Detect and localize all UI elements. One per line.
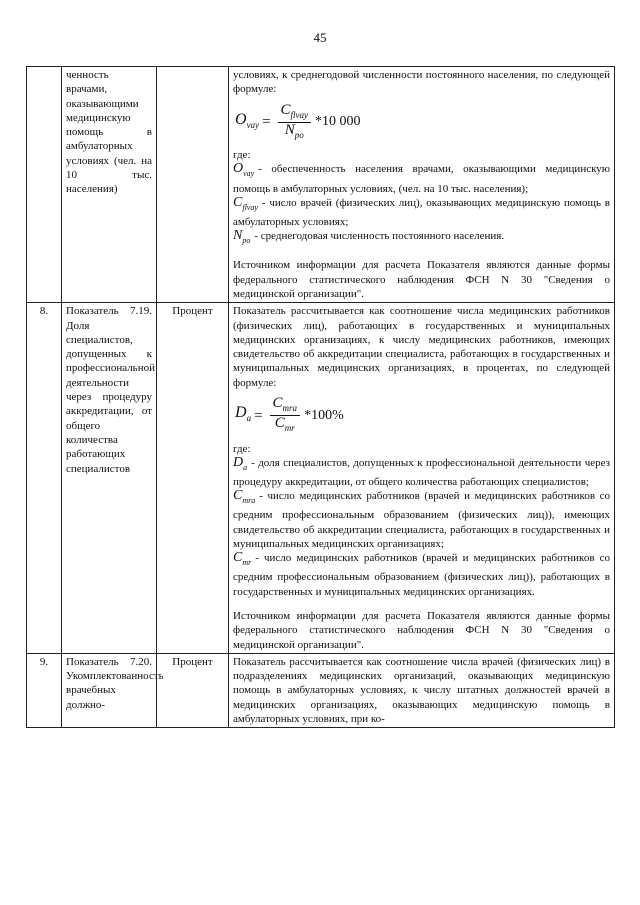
definition: $N_{po}$ - среднегодовая численность постоянного населения. — [233, 228, 505, 246]
unit-cell — [157, 67, 229, 303]
where-label: где: — [233, 442, 251, 455]
row-number — [27, 67, 62, 303]
indicators-table — [26, 66, 615, 728]
method-description — [229, 653, 615, 727]
definition: $D_a$ - доля специалистов, допущенных к профессиональной деятельности через процедуру аккредитации, от общего количества работающих специалистов; — [233, 454, 610, 489]
method-intro: условиях, к среднегодовой численности постоянного населения, по следующей формуле: — [233, 69, 610, 96]
source-note: Источником информации для расчета Показателя являются данные формы федерального статистического наблюдения ФСН N 30 "Сведения о медицинской организации". — [233, 259, 610, 300]
where-label: где: — [233, 149, 251, 162]
formula-fraction: $\frac{C_{mra}}{C_{mr}}$ — [270, 396, 301, 436]
table-row — [27, 653, 615, 727]
formula-multiplier: *100% — [304, 407, 344, 423]
source-note: Источником информации для расчета Показателя являются данные формы федерального статистического наблюдения ФСН N 30 "Сведения о медицинской организации". — [233, 609, 610, 651]
indicator-name: Показатель 7.20. Укомплектованность врачебных должно- — [62, 653, 157, 727]
row-number: 9. — [27, 653, 62, 727]
formula: $D_a$ = $\frac{C_{mra}}{C_{mr}}$ *100% — [235, 396, 610, 436]
formula-lhs: O — [235, 110, 247, 128]
formula-lhs: D — [235, 404, 247, 422]
indicator-name: ченность врачами, оказывающими медицинскую помощь в амбулаторных условиях (чел. на 10 тыс. населения) — [62, 67, 157, 303]
method-description — [229, 67, 615, 303]
row-number: 8. — [27, 303, 62, 654]
definition: $C_{mr}$ - число медицинских работников (врачей и медицинских работников со средним профессиональным образованием (физических лиц)), работающих в государственных и муниципальных медицинских организациях. — [233, 550, 610, 598]
page-number: 45 — [313, 30, 327, 45]
unit-cell: Процент — [157, 303, 229, 654]
definition: $C_{mra}$ - число медицинских работников (врачей и медицинских работников со средним профессиональным образованием (физических лиц)), имеющих свидетельство об аккредитации специалиста, работающих в государственных и муниципальных медицинских организациях; — [233, 488, 610, 550]
definition: $C_{flvay}$ - число врачей (физических лиц), оказывающих медицинскую помощь в амбулаторных условиях; — [233, 194, 610, 228]
method-intro: Показатель рассчитывается как соотношение числа медицинских работников (физических лиц), работающих в государственных и муниципальных медицинских организациях, к числу медицинских работников, имеющих свидетельство об аккредитации специалиста, работающих в государственных и муниципальных медицинских организациях, в процентах, по следующей формуле: — [233, 305, 610, 389]
indicator-name: Показатель 7.19. Доля специалистов, допущенных к профессиональной деятельности через процедуру аккредитации, от общего количества работающих специалистов — [62, 303, 157, 654]
method-intro: Показатель рассчитывается как соотношение числа врачей (физических лиц) в подразделениях медицинских организаций, оказывающих медицинскую помощь в амбулаторных условиях, к числу штатных должностей врачей в медицинских организациях, оказывающих медицинскую помощь в амбулаторных условиях, при ко- — [233, 655, 610, 726]
table-row — [27, 67, 615, 303]
unit-cell: Процент — [157, 653, 229, 727]
formula-fraction: $\frac{C_{flvay}}{N_{po}}$ — [278, 103, 312, 143]
method-description — [229, 303, 615, 654]
definition: $O_{vay}$ - обеспеченность населения врачами, оказывающими медицинскую помощь в амбулаторных условиях, (чел. на 10 тыс. населения); — [233, 161, 610, 195]
formula: $O_{vay}$ = $\frac{C_{flvay}}{N_{po}}$ *10 000 — [235, 103, 610, 143]
formula-multiplier: *10 000 — [315, 114, 361, 130]
table-row — [27, 303, 615, 654]
